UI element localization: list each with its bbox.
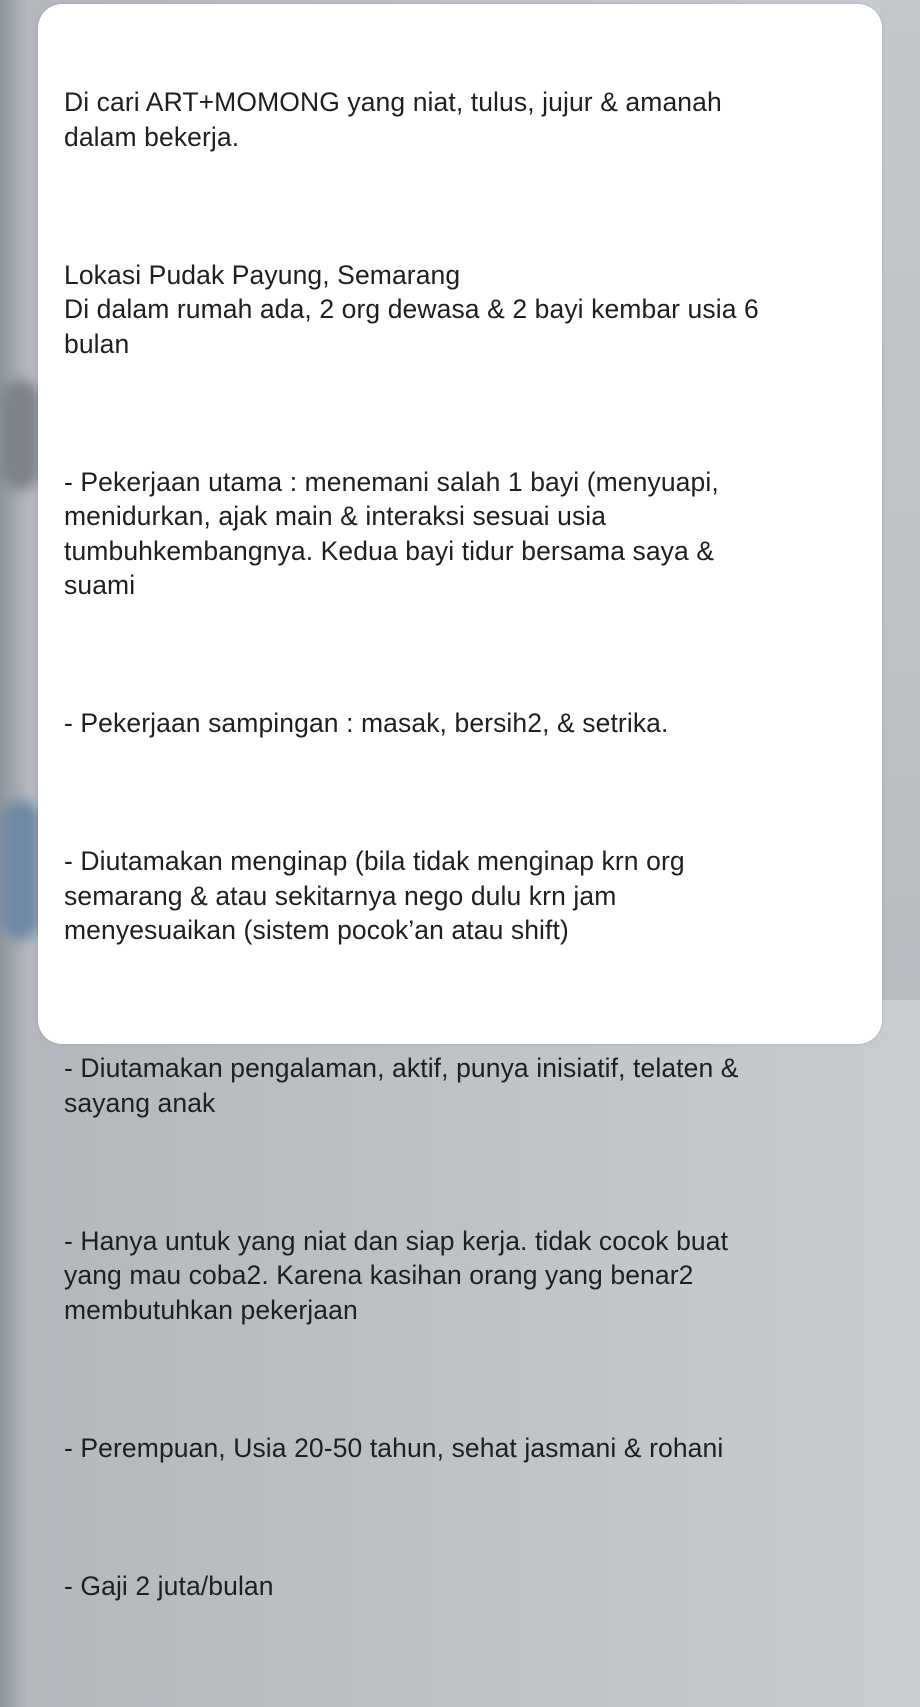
message-paragraph: Lokasi Pudak Payung, Semarang Di dalam rumah ada, 2 org dewasa & 2 bayi kembar usia 6 bulan [64,259,759,359]
background-blur [0,800,40,940]
message-paragraph: - Perempuan, Usia 20-50 tahun, sehat jasmani & rohani [64,1432,724,1463]
message-paragraph: - Pekerjaan utama : menemani salah 1 bayi (menyuapi, menidurkan, ajak main & interaksi sesuai usia tumbuhkembangnya. Kedua bayi tidur bersama saya & suami [64,466,719,600]
message-paragraph: - Hanya untuk yang niat dan siap kerja. tidak cocok buat yang mau coba2. Karena kasihan orang yang benar2 membutuhkan pekerjaan [64,1225,729,1325]
message-paragraph: - Diutamakan menginap (bila tidak menginap krn org semarang & atau sekitarnya nego dulu krn jam menyesuaikan (sistem pocok’an atau shift) [64,846,685,945]
message-bubble[interactable] [38,4,882,1601]
message-paragraph: - Gaji 2 juta/bulan [64,1570,274,1601]
message-paragraph: Di cari ART+MOMONG yang niat, tulus, jujur & amanah dalam bekerja. [64,87,722,152]
message-text [64,16,856,1707]
background-blur [0,380,40,490]
message-paragraph: - Diutamakan pengalaman, aktif, punya inisiatif, telaten & sayang anak [64,1053,739,1118]
message-paragraph: - Pekerjaan sampingan : masak, bersih2, & setrika. [64,708,669,738]
background-edge [880,0,920,1000]
